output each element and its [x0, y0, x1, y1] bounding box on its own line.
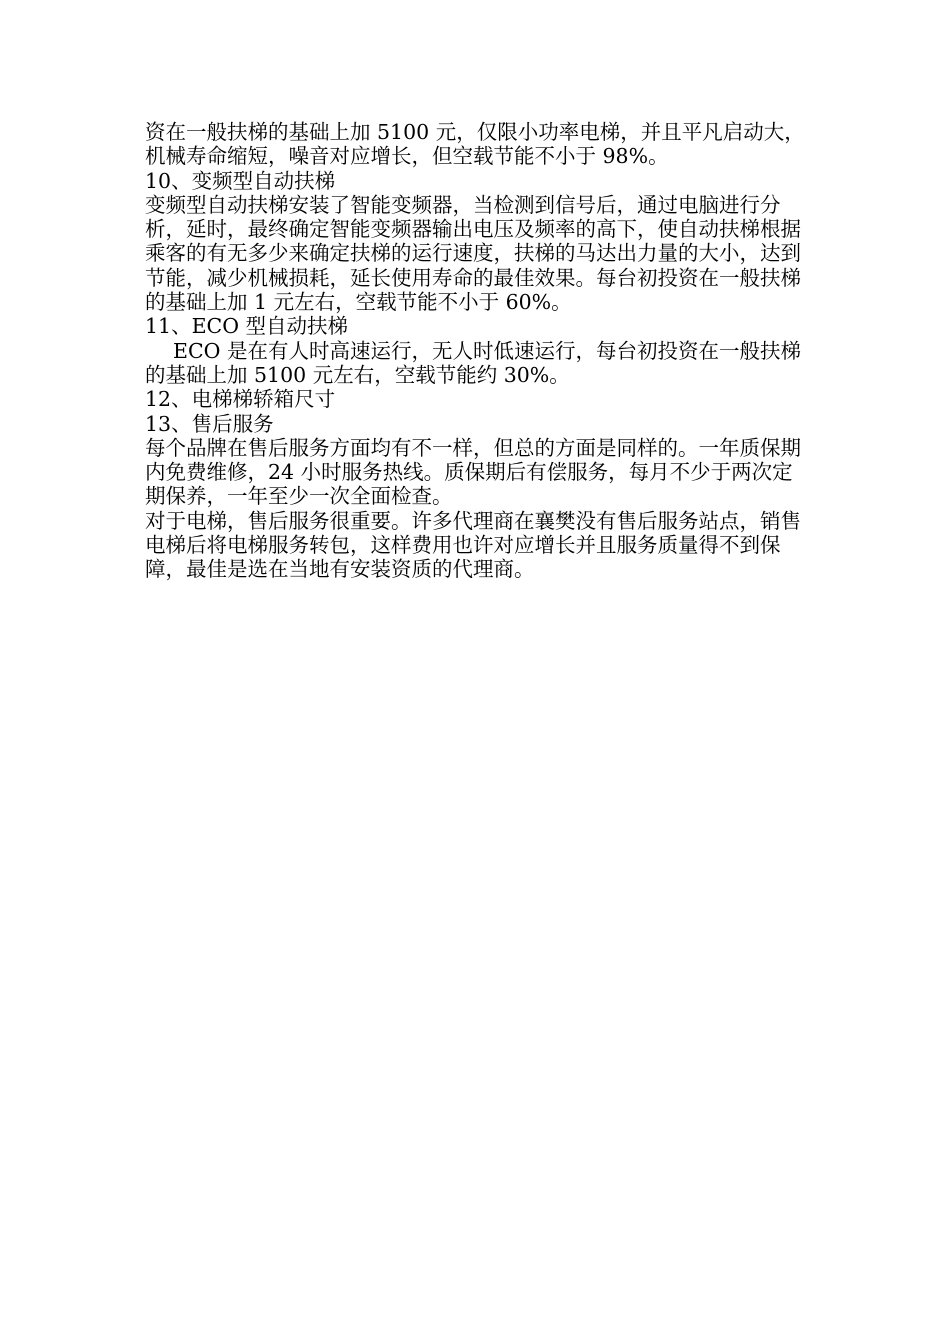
document-body — [145, 120, 813, 582]
heading-10-vfd-escalator: 10、变频型自动扶梯 — [145, 168, 336, 193]
paragraph-vfd-escalator: 变频型自动扶梯安装了智能变频器，当检测到信号后，通过电脑进行分析，延时，最终确定智能变频器输出电压及频率的高下，使自动扶梯根据乘客的有无多少来确定扶梯的运行速度，扶梯的马达出力量的大小，达到节能，减少机械损耗，延长使用寿命的最佳效果。每台初投资在一般扶梯的基础上加 1 元左右，空载节能不小于 60%。 — [145, 192, 801, 315]
paragraph-after-sales-importance: 对于电梯，售后服务很重要。许多代理商在襄樊没有售后服务站点，销售电梯后将电梯服务转包，这样费用也许对应增长并且服务质量得不到保障，最佳是选在当地有安装资质的代理商。 — [145, 508, 801, 582]
heading-11-eco-escalator: 11、ECO 型自动扶梯 — [145, 314, 349, 339]
heading-13-after-sales: 13、售后服务 — [145, 411, 274, 436]
paragraph-after-sales-warranty: 每个品牌在售后服务方面均有不一样，但总的方面是同样的。一年质保期内免费维修，24 小时服务热线。质保期后有偿服务，每月不少于两次定期保养，一年至少一次全面检查。 — [145, 435, 801, 509]
paragraph-energy-saving-continued: 资在一般扶梯的基础上加 5100 元，仅限小功率电梯，并且平凡启动大，机械寿命缩短，噪音对应增长，但空载节能不小于 98%。 — [145, 120, 805, 169]
heading-12-car-size: 12、电梯梯轿箱尺寸 — [145, 387, 336, 412]
paragraph-eco-escalator: ECO 是在有人时高速运行，无人时低速运行，每台初投资在一般扶梯的基础上加 5100 元左右，空载节能约 30%。 — [145, 338, 801, 387]
